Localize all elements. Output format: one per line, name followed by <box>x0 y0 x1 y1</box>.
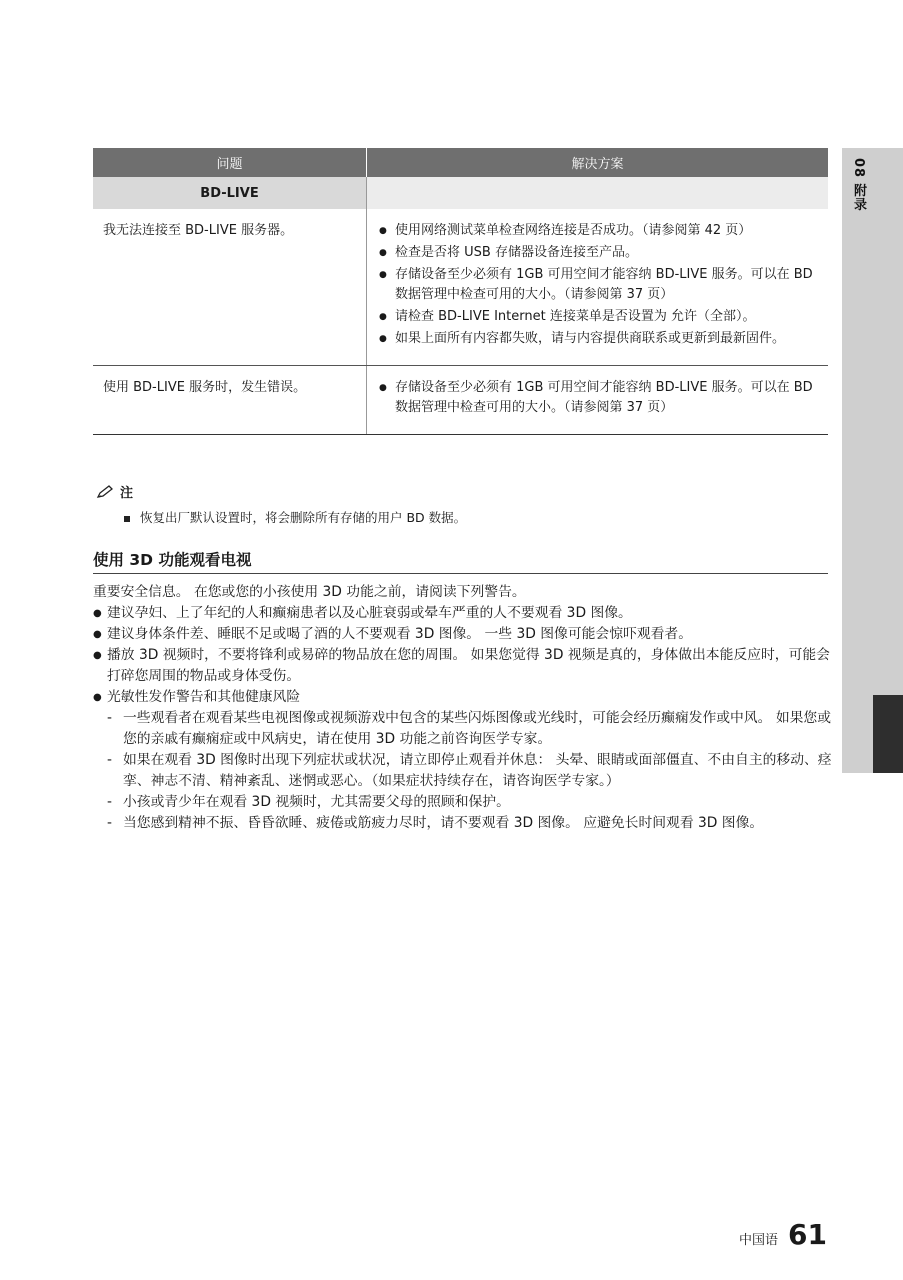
solution-cell <box>367 209 829 366</box>
section-divider <box>93 573 828 574</box>
square-bullet-icon <box>124 516 130 522</box>
table-row <box>93 209 828 366</box>
bullet-item: ● 播放 3D 视频时，不要将锋利或易碎的物品放在您的周围。 如果您觉得 3D 视频是真的，身体做出本能反应时，可能会打碎您周围的物品或身体受伤。 <box>93 645 833 687</box>
chapter-label: 08 附录 <box>851 158 866 212</box>
solution-item: ● 如果上面所有内容都失败，请与内容提供商联系或更新到最新固件。 <box>377 329 818 349</box>
page-footer <box>739 1218 827 1251</box>
bullet-item: ● 光敏性发作警告和其他健康风险 <box>93 687 833 708</box>
category-row <box>93 177 828 209</box>
problem-cell: 使用 BD-LIVE 服务时，发生错误。 <box>93 366 367 435</box>
page-number: 61 <box>788 1218 827 1251</box>
note-block <box>96 482 467 525</box>
side-tab-marker <box>873 695 903 773</box>
category-label: BD-LIVE <box>93 177 367 209</box>
language-label: 中国语 <box>739 1233 779 1248</box>
solution-item: ● 请检查 BD-LIVE Internet 连接菜单是否设置为 允许（全部）。 <box>377 307 818 327</box>
intro-text: 重要安全信息。 在您或您的小孩使用 3D 功能之前，请阅读下列警告。 <box>93 584 526 600</box>
troubleshooting-table <box>93 148 828 435</box>
section-title: 使用 3D 功能观看电视 <box>93 551 252 569</box>
problem-cell: 我无法连接至 BD-LIVE 服务器。 <box>93 209 367 366</box>
solution-item: ● 存储设备至少必须有 1GB 可用空间才能容纳 BD-LIVE 服务。可以在 BD 数据管理中检查可用的大小。（请参阅第 37 页） <box>377 265 818 305</box>
column-header-solution: 解决方案 <box>367 148 829 177</box>
dash-item: - 当您感到精神不振、昏昏欲睡、疲倦或筋疲力尽时，请不要观看 3D 图像。 应避免长时间观看 3D 图像。 <box>93 813 833 834</box>
dash-item: - 如果在观看 3D 图像时出现下列症状或状况，请立即停止观看并休息： 头晕、眼睛或面部僵直、不由自主的移动、痉挛、神志不清、精神紊乱、迷惘或恶心。（如果症状持续存在，请咨询医学专家。） <box>93 750 833 792</box>
solution-item: ● 检查是否将 USB 存储器设备连接至产品。 <box>377 243 818 263</box>
side-tab <box>842 148 903 773</box>
dash-item: - 小孩或青少年在观看 3D 视频时，尤其需要父母的照顾和保护。 <box>93 792 833 813</box>
bullet-item: ● 建议孕妇、上了年纪的人和癫痫患者以及心脏衰弱或晕车严重的人不要观看 3D 图像。 <box>93 603 833 624</box>
note-item: 恢复出厂默认设置时，将会删除所有存储的用户 BD 数据。 <box>124 508 724 526</box>
column-header-problem: 问题 <box>93 148 367 177</box>
bullet-item: ● 建议身体条件差、睡眠不足或喝了酒的人不要观看 3D 图像。 一些 3D 图像可能会惊吓观看者。 <box>93 624 833 645</box>
dash-item: - 一些观看者在观看某些电视图像或视频游戏中包含的某些闪烁图像或光线时，可能会经历癫痫发作或中风。 如果您或您的亲戚有癫痫症或中风病史，请在使用 3D 功能之前咨询医学专家。 <box>93 708 833 750</box>
pencil-icon <box>96 485 114 499</box>
solution-cell <box>367 366 829 435</box>
section-content <box>93 582 833 834</box>
table-row <box>93 366 828 435</box>
solution-item: ● 使用网络测试菜单检查网络连接是否成功。（请参阅第 42 页） <box>377 221 818 241</box>
note-title: 注 <box>120 486 134 501</box>
solution-item: ● 存储设备至少必须有 1GB 可用空间才能容纳 BD-LIVE 服务。可以在 BD 数据管理中检查可用的大小。（请参阅第 37 页） <box>377 378 818 418</box>
